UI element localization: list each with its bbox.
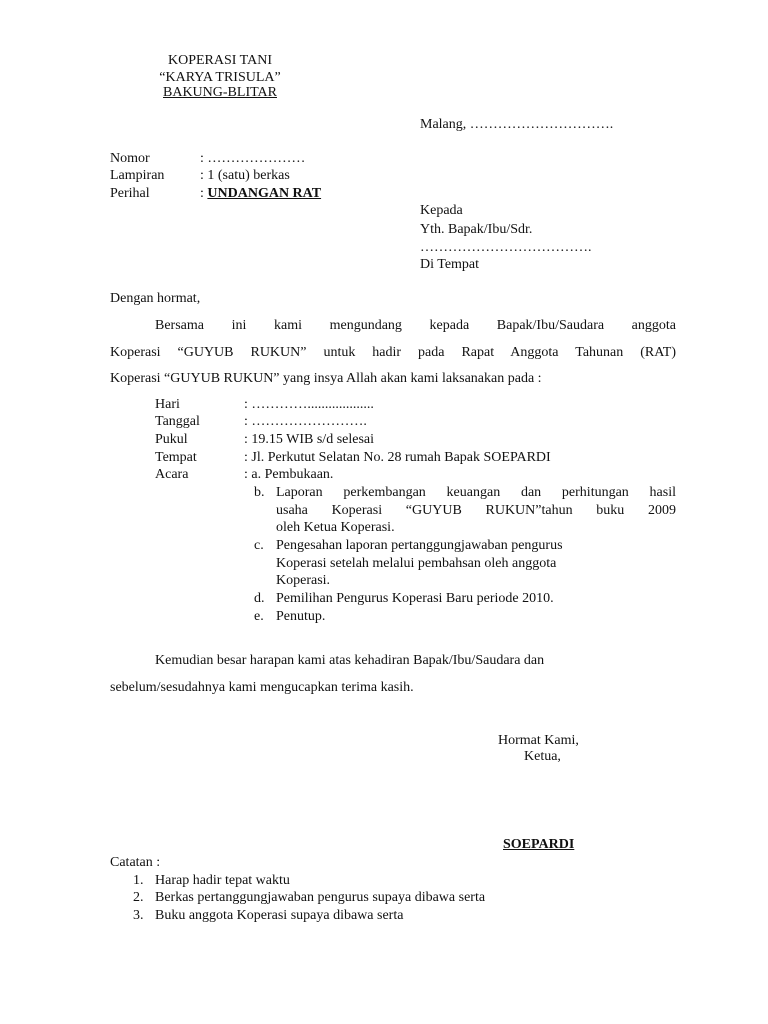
org-subname: “KARYA TRISULA” xyxy=(159,70,281,85)
meta-value-perihal xyxy=(200,185,321,202)
agenda-e-line-1: Penutup. xyxy=(276,609,326,624)
agenda-e-letter: e. xyxy=(254,609,264,624)
detail-label-tempat: Tempat xyxy=(155,450,197,465)
agenda-d-letter: d. xyxy=(254,591,265,606)
agenda-b-line-3: oleh Ketua Koperasi. xyxy=(276,520,395,535)
note-text: Harap hadir tepat waktu xyxy=(155,873,290,888)
meta-label-nomor: Nomor xyxy=(110,151,150,166)
signature-greeting: Hormat Kami, xyxy=(498,733,579,748)
meta-label-perihal: Perihal xyxy=(110,186,150,201)
agenda-c-line-3: Koperasi. xyxy=(276,573,331,588)
note-text: Buku anggota Koperasi supaya dibawa serta xyxy=(155,908,404,923)
agenda-b-letter: b. xyxy=(254,485,265,500)
perihal-subject: UNDANGAN RAT xyxy=(207,186,322,201)
intro-line-2: Koperasi “GUYUB RUKUN” untuk hadir pada Rapat Anggota Tahunan (RAT) xyxy=(110,345,676,360)
recipient-name: Yth. Bapak/Ibu/Sdr. xyxy=(420,222,533,237)
signature-name: SOEPARDI xyxy=(503,837,575,852)
agenda-c-line-1: Pengesahan laporan pertanggungjawaban pengurus xyxy=(276,538,563,553)
perihal-colon: : xyxy=(200,186,208,201)
note-number: 2. xyxy=(133,890,144,905)
meta-label-lampiran: Lampiran xyxy=(110,168,165,183)
detail-label-hari: Hari xyxy=(155,397,180,412)
detail-label-acara: Acara xyxy=(155,467,189,482)
intro-line-1: Bersama ini kami mengundang kepada Bapak/Ibu/Saudara anggota xyxy=(155,318,676,333)
detail-value-hari: : …………................... xyxy=(244,397,374,412)
agenda-c-line-2: Koperasi setelah melalui pembahsan oleh anggota xyxy=(276,556,557,571)
closing-line-1: Kemudian besar harapan kami atas kehadiran Bapak/Ibu/Saudara dan xyxy=(155,653,545,668)
agenda-d-line-1: Pemilihan Pengurus Koperasi Baru periode 2010. xyxy=(276,591,554,606)
agenda-b-line-1: Laporan perkembangan keuangan dan perhitungan hasil xyxy=(276,485,676,500)
intro-line-3: Koperasi “GUYUB RUKUN” yang insya Allah akan kami laksanakan pada : xyxy=(110,371,542,386)
agenda-c-letter: c. xyxy=(254,538,264,553)
salutation: Dengan hormat, xyxy=(110,291,201,306)
org-location: BAKUNG-BLITAR xyxy=(163,85,277,100)
detail-label-pukul: Pukul xyxy=(155,432,188,447)
meta-value-nomor: : ………………… xyxy=(200,151,306,166)
detail-value-acara: : a. Pembukaan. xyxy=(244,467,334,482)
detail-value-tempat: : Jl. Perkutut Selatan No. 28 rumah Bapak SOEPARDI xyxy=(244,450,551,465)
note-number: 3. xyxy=(133,908,144,923)
place-date: Malang, …………………………. xyxy=(420,117,614,132)
detail-value-tanggal: : ……………………. xyxy=(244,414,367,429)
closing-line-2: sebelum/sesudahnya kami mengucapkan terima kasih. xyxy=(110,680,414,695)
note-text: Berkas pertanggungjawaban pengurus supaya dibawa serta xyxy=(155,890,486,905)
recipient-blank: ………………………………. xyxy=(420,240,592,255)
detail-label-tanggal: Tanggal xyxy=(155,414,200,429)
recipient-place: Di Tempat xyxy=(420,257,480,272)
note-number: 1. xyxy=(133,873,144,888)
notes-title: Catatan : xyxy=(110,855,161,870)
detail-value-pukul: : 19.15 WIB s/d selesai xyxy=(244,432,375,447)
agenda-b-line-2: usaha Koperasi “GUYUB RUKUN”tahun buku 2009 xyxy=(276,503,676,518)
org-name: KOPERASI TANI xyxy=(167,53,272,68)
signature-role: Ketua, xyxy=(524,749,561,764)
meta-value-lampiran: : 1 (satu) berkas xyxy=(200,168,290,183)
recipient-to: Kepada xyxy=(420,203,463,218)
